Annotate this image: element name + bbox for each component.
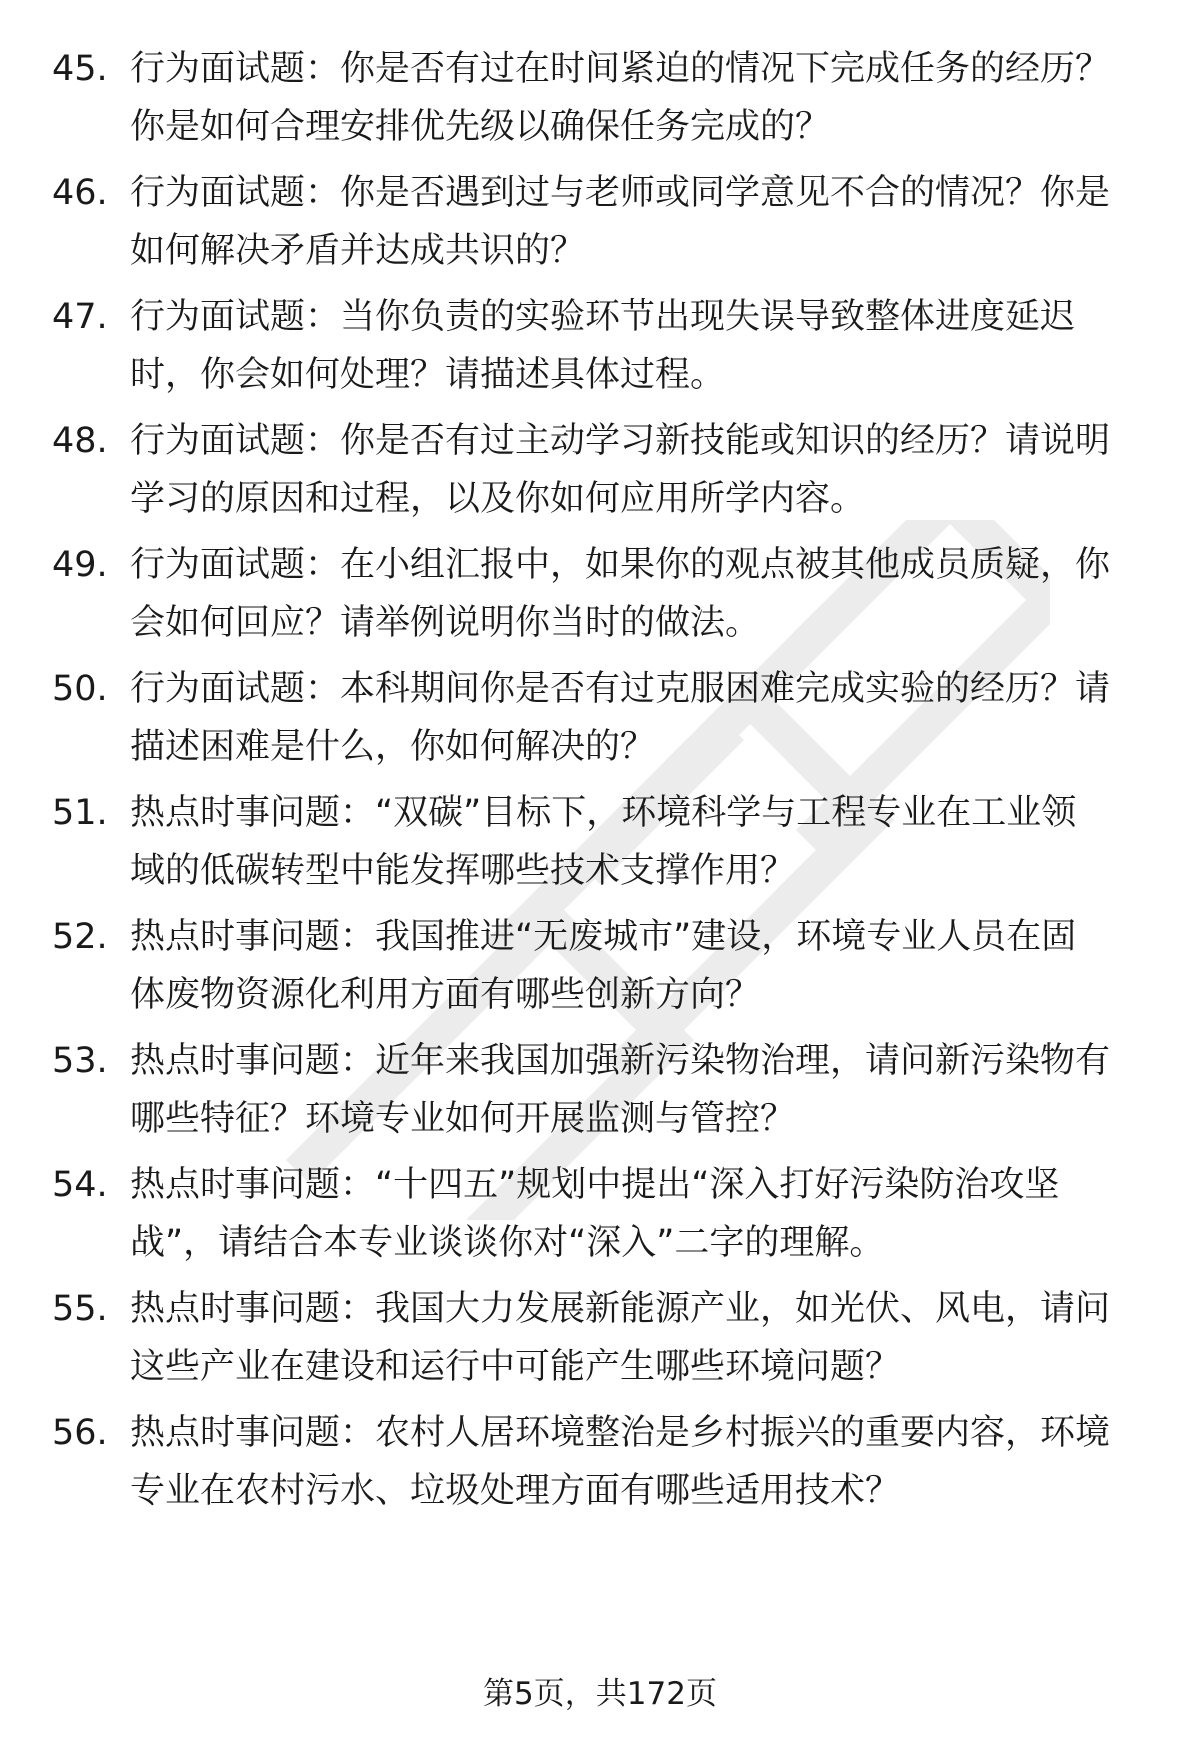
question-text-line: 行为面试题：你是否有过在时间紧迫的情况下完成任务的经历？ xyxy=(130,49,1111,89)
question-number: 54. xyxy=(52,1165,108,1205)
question-text-line: 你是如何合理安排优先级以确保任务完成的？ xyxy=(130,107,831,147)
question-text-line: 热点时事问题：我国大力发展新能源产业，如光伏、风电，请问 xyxy=(130,1289,1111,1329)
question-item xyxy=(0,412,1200,532)
question-text-line: 时，你会如何处理？请描述具体过程。 xyxy=(130,355,726,395)
page-footer: 第5页，共172页 xyxy=(483,1676,717,1712)
question-item xyxy=(0,164,1200,284)
question-text-line: 行为面试题：本科期间你是否有过克服困难完成实验的经历？请 xyxy=(130,669,1111,709)
question-text-line: 体废物资源化利用方面有哪些创新方向？ xyxy=(130,975,761,1015)
question-text-line: 域的低碳转型中能发挥哪些技术支撑作用？ xyxy=(130,851,796,891)
question-text-line: 学习的原因和过程，以及你如何应用所学内容。 xyxy=(130,479,866,519)
question-number: 56. xyxy=(52,1413,108,1453)
question-number: 45. xyxy=(52,49,108,89)
question-text-line: 热点时事问题：“十四五”规划中提出“深入打好污染防治攻坚 xyxy=(130,1165,1060,1205)
question-text-line: 会如何回应？请举例说明你当时的做法。 xyxy=(130,603,761,643)
question-text-line: 哪些特征？环境专业如何开展监测与管控？ xyxy=(130,1099,796,1139)
question-number: 46. xyxy=(52,173,108,213)
question-item xyxy=(0,660,1200,780)
question-text-line: 如何解决矛盾并达成共识的？ xyxy=(130,231,586,271)
question-item xyxy=(0,1156,1200,1276)
question-text-line: 专业在农村污水、垃圾处理方面有哪些适用技术？ xyxy=(130,1471,901,1511)
question-number: 53. xyxy=(52,1041,108,1081)
question-item xyxy=(0,288,1200,408)
question-item xyxy=(0,908,1200,1028)
question-text-line: 战”，请结合本专业谈谈你对“深入”二字的理解。 xyxy=(130,1223,885,1263)
question-text-line: 热点时事问题：“双碳”目标下，环境科学与工程专业在工业领 xyxy=(130,793,1077,833)
question-text-line: 热点时事问题：农村人居环境整治是乡村振兴的重要内容，环境 xyxy=(130,1413,1111,1453)
question-item xyxy=(0,784,1200,904)
question-number: 51. xyxy=(52,793,108,833)
question-text-line: 描述困难是什么，你如何解决的？ xyxy=(130,727,656,767)
question-item xyxy=(0,1404,1200,1524)
question-text-line: 热点时事问题：近年来我国加强新污染物治理，请问新污染物有 xyxy=(130,1041,1111,1081)
question-text-line: 这些产业在建设和运行中可能产生哪些环境问题？ xyxy=(130,1347,901,1387)
question-text-line: 行为面试题：你是否有过主动学习新技能或知识的经历？请说明 xyxy=(130,421,1111,461)
question-item xyxy=(0,1032,1200,1152)
question-number: 49. xyxy=(52,545,108,585)
question-number: 47. xyxy=(52,297,108,337)
question-text-line: 行为面试题：当你负责的实验环节出现失误导致整体进度延迟 xyxy=(130,297,1076,337)
question-text-line: 行为面试题：你是否遇到过与老师或同学意见不合的情况？你是 xyxy=(130,173,1111,213)
question-text-line: 热点时事问题：我国推进“无废城市”建设，环境专业人员在固 xyxy=(130,917,1077,957)
question-number: 50. xyxy=(52,669,108,709)
question-number: 55. xyxy=(52,1289,108,1329)
question-number: 52. xyxy=(52,917,108,957)
question-item xyxy=(0,40,1200,160)
question-number: 48. xyxy=(52,421,108,461)
question-text-line: 行为面试题：在小组汇报中，如果你的观点被其他成员质疑，你 xyxy=(130,545,1111,585)
question-item xyxy=(0,1280,1200,1400)
question-item xyxy=(0,536,1200,656)
